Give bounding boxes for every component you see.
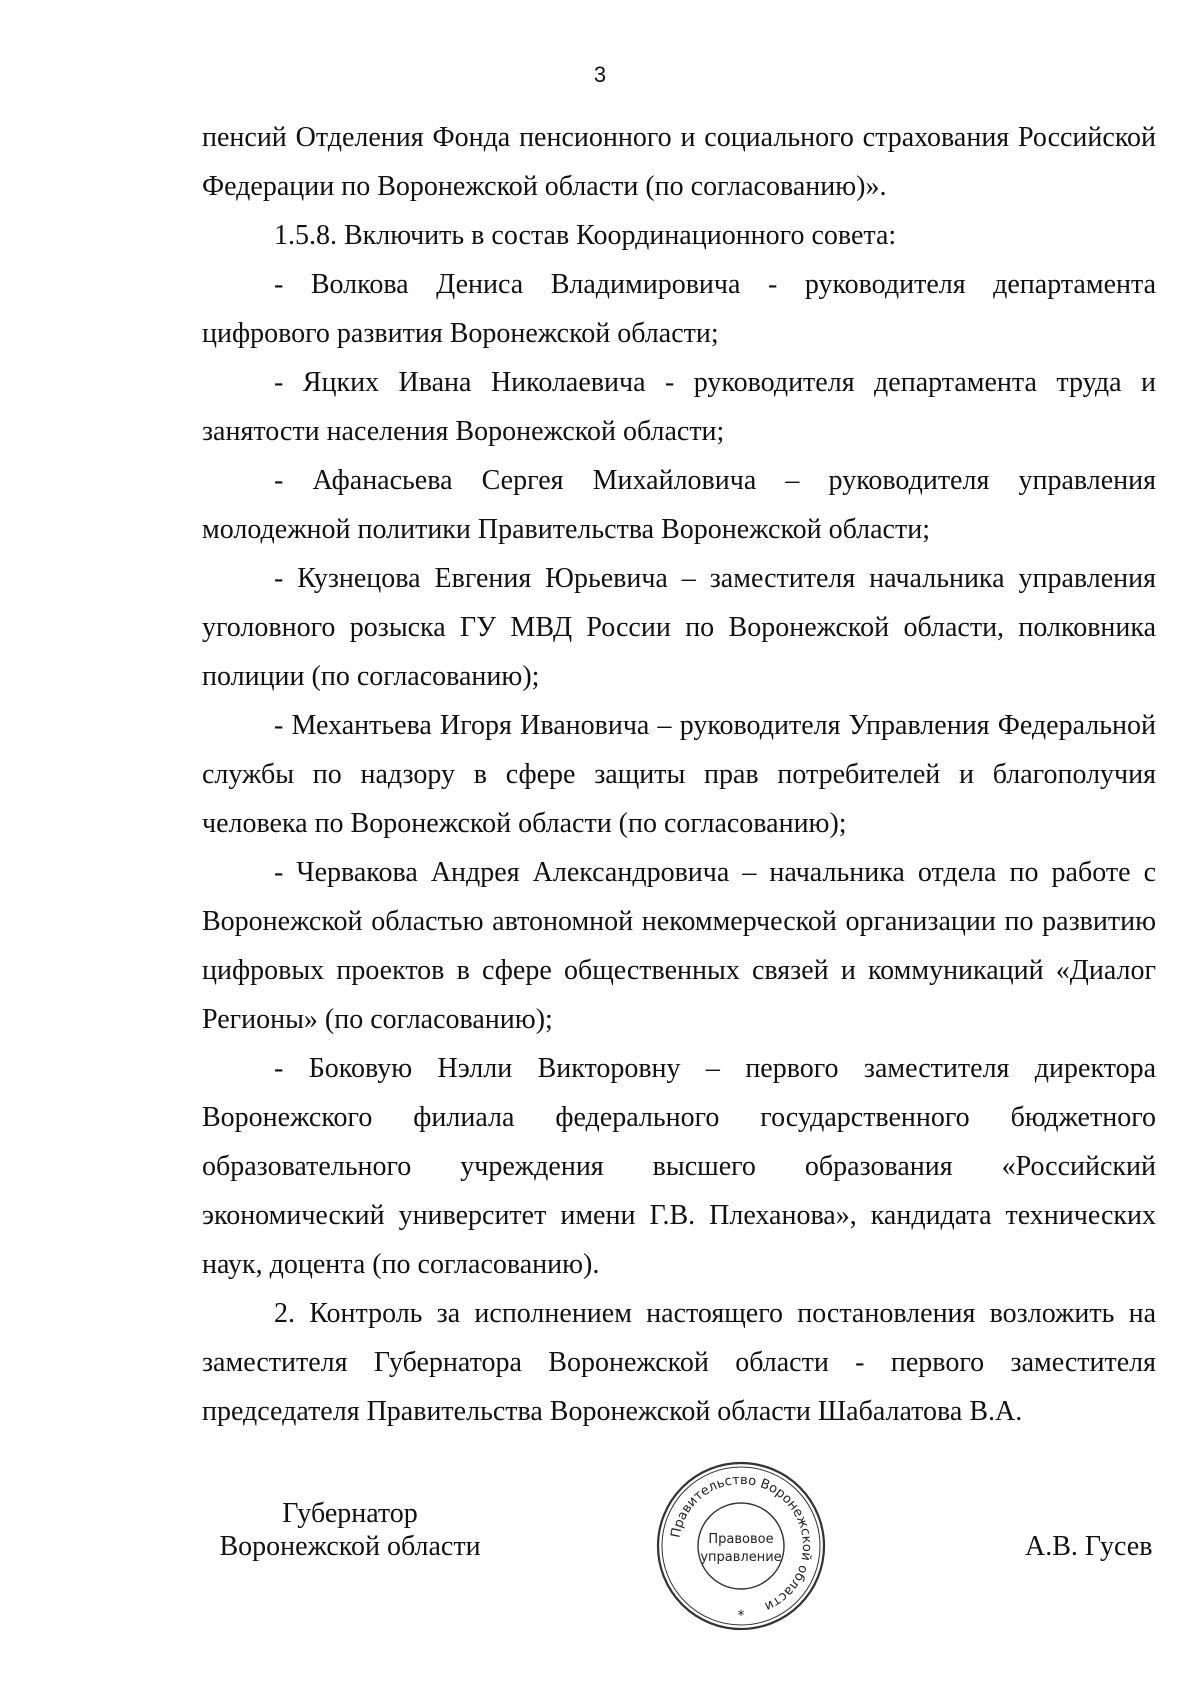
paragraph-4: - Яцких Ивана Николаевича - руководителя департамента труда и занятости населения Воронежской области; xyxy=(202,367,1156,447)
paragraph-6: - Кузнецова Евгения Юрьевича – заместителя начальника управления уголовного розыска ГУ МВД России по Воронежской области, полковника полиции (по согласованию); xyxy=(202,563,1156,692)
document-body xyxy=(202,113,1156,1436)
stamp-center-line2: управление xyxy=(700,1550,782,1565)
paragraph-9: - Боковую Нэлли Викторовну – первого заместителя директора Воронежского филиала федерального государственного бюджетного образовательного учреждения высшего образования «Российский экономический университет имени Г.В. Плеханова», кандидата технических наук, доцента (по согласованию). xyxy=(202,1053,1156,1280)
signature-title-line1: Губернатор xyxy=(282,1498,418,1529)
paragraph-3: - Волкова Дениса Владимировича - руководителя департамента цифрового развития Воронежской области; xyxy=(202,269,1156,349)
stamp-star: * xyxy=(737,1608,745,1624)
signature-name: А.В. Гусев xyxy=(1025,1531,1153,1562)
signature-title xyxy=(200,1497,500,1563)
paragraph-7: - Механтьева Игоря Ивановича – руководителя Управления Федеральной службы по надзору в сфере защиты прав потребителей и благополучия человека по Воронежской области (по согласованию); xyxy=(202,710,1156,839)
official-stamp xyxy=(655,1460,827,1632)
paragraph-8: - Червакова Андрея Александровича – начальника отдела по работе с Воронежской областью автономной некоммерческой организации по развитию цифровых проектов в сфере общественных связей и коммуникаций «Диалог Регионы» (по согласованию); xyxy=(202,857,1156,1035)
paragraph-10: 2. Контроль за исполнением настоящего постановления возложить на заместителя Губернатора Воронежской области - первого заместителя председателя Правительства Воронежской области Шабалатова В.А. xyxy=(202,1298,1156,1427)
paragraph-1: пенсий Отделения Фонда пенсионного и социального страхования Российской Федерации по Воронежской области (по согласованию)». xyxy=(202,122,1156,202)
page-number: 3 xyxy=(593,62,607,87)
paragraph-5: - Афанасьева Сергея Михайловича – руководителя управления молодежной политики Правительства Воронежской области; xyxy=(202,465,1156,545)
paragraph-2: 1.5.8. Включить в состав Координационного совета: xyxy=(274,220,897,251)
stamp-ring-text: Правительство Воронежской области xyxy=(668,1472,815,1614)
signature-title-line2: Воронежской области xyxy=(219,1531,481,1562)
stamp-center-line1: Правовое xyxy=(708,1532,774,1547)
